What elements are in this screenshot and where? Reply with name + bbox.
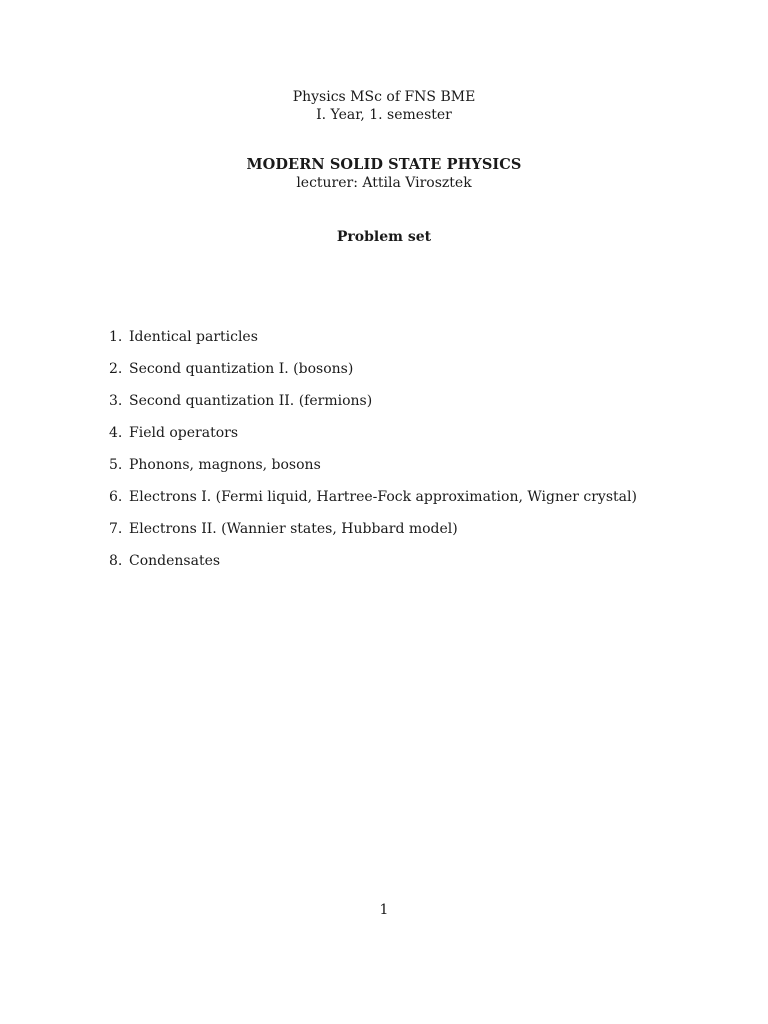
list-item-text: Identical particles [129, 329, 258, 345]
list-item-number: 8. [109, 553, 123, 569]
list-item [109, 360, 637, 392]
list-item [109, 392, 637, 424]
section-title: Problem set [336, 229, 432, 245]
page-number: 1 [379, 902, 389, 918]
list-item [109, 328, 637, 360]
list-item [109, 488, 637, 520]
list-item [109, 424, 637, 456]
list-item-text: Electrons I. (Fermi liquid, Hartree-Fock approximation, Wigner crystal) [129, 489, 637, 505]
list-item-text: Second quantization II. (fermions) [129, 393, 373, 409]
list-item-number: 4. [109, 425, 123, 441]
year-semester: I. Year, 1. semester [316, 107, 452, 123]
course-header [0, 156, 768, 192]
lecturer-line: lecturer: Attila Virosztek [296, 175, 472, 191]
list-item-text: Condensates [129, 553, 221, 569]
list-item-number: 3. [109, 393, 123, 409]
list-item [109, 520, 637, 552]
list-item-text: Electrons II. (Wannier states, Hubbard model) [129, 521, 458, 537]
course-title: MODERN SOLID STATE PHYSICS [246, 156, 522, 173]
list-item [109, 456, 637, 488]
list-item-text: Phonons, magnons, bosons [129, 457, 321, 473]
list-item-text: Field operators [129, 425, 239, 441]
list-item-number: 1. [109, 329, 123, 345]
list-item-number: 2. [109, 361, 123, 377]
program-header [0, 88, 768, 124]
list-item-number: 5. [109, 457, 123, 473]
problem-list [109, 328, 637, 584]
list-item-number: 7. [109, 521, 123, 537]
list-item [109, 552, 637, 584]
list-item-text: Second quantization I. (bosons) [129, 361, 354, 377]
program-name: Physics MSc of FNS BME [292, 89, 476, 105]
list-item-number: 6. [109, 489, 123, 505]
